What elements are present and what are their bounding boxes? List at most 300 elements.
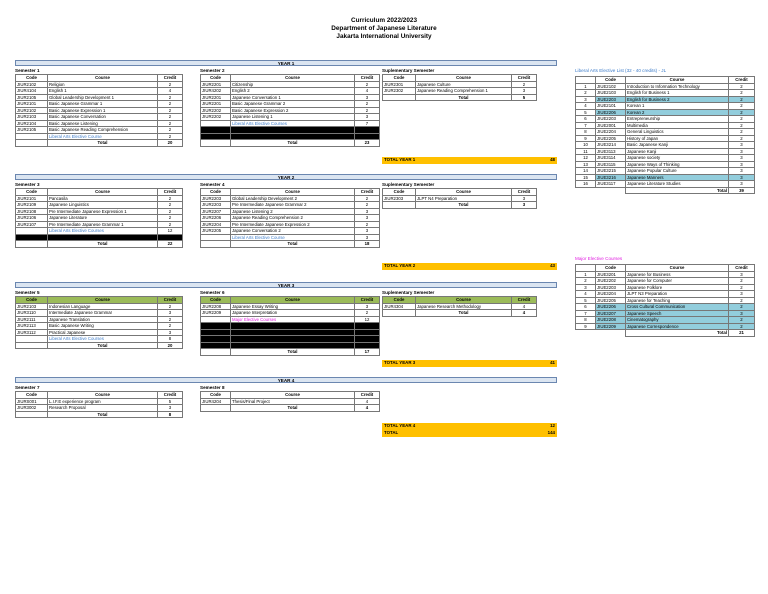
credit-header: Credit [729,77,755,84]
course-header: Course [48,297,158,304]
code-header: Code [16,392,48,399]
course-name: Basic Japanese Expression 1 [48,107,158,114]
course-name: Korean 2 [626,109,729,116]
semester-table [382,74,537,101]
row-number: 13 [576,161,596,168]
course-credit: 3 [158,329,183,336]
course-name: English 1 [48,88,158,95]
elective-label: Liberal Arts Elective Courses [48,336,158,343]
semester-title: Semester 6 [200,290,225,295]
course-credit: 2 [355,107,380,114]
course-name: Basic Japanese Grammar 2 [231,101,355,108]
semester-block [200,289,380,356]
course-credit: 2 [729,122,755,129]
course-credit: 2 [355,310,380,317]
total-year-2-label: TOTAL YEAR 2 [384,263,416,268]
row-number: 7 [576,122,596,129]
total-label: Total [231,405,355,412]
elective-table [575,264,755,337]
course-code: JIUR4202 [201,88,231,95]
elective-list-title: Liberal Arts Elective List (32 - 40 credits) - JL [575,68,667,73]
code-header: Code [201,75,231,82]
empty-cell [576,187,596,194]
course-credit: 2 [355,101,380,108]
row-number: 1 [576,83,596,90]
course-name: General Linguistics [626,129,729,136]
course-code: JIUE2103 [596,90,626,97]
semester-block [200,181,380,248]
course-name: Korean 1 [626,103,729,110]
course-credit: 2 [729,116,755,123]
course-name: Basic Japanese Grammar 1 [48,101,158,108]
course-code: JIUR2209 [201,310,231,317]
course-name: Japanese Reading Comprehension 2 [231,215,355,222]
total-row [383,202,537,209]
total-value: 22 [158,241,183,248]
code-header: Code [383,189,416,196]
year-bar: YEAR 3 [15,282,557,288]
course-code: JIUR2101 [16,101,48,108]
course-name: Japanese Interpretation [231,310,355,317]
course-credit: 3 [729,161,755,168]
total-year-1-value: 48 [550,157,555,162]
course-credit: 2 [729,129,755,136]
semester-table [15,74,183,147]
course-code: JIUR4104 [16,88,48,95]
total-row [16,140,183,147]
course-credit: 3 [158,310,183,317]
course-credit: 2 [355,195,380,202]
total-value: 23 [355,140,380,147]
course-name: Basic Japanese Reading Comprehension [48,127,158,134]
course-code: JIUE2208 [596,317,626,324]
semester-title: Suplementary Semester [382,68,435,73]
course-header: Course [626,265,729,272]
semester-block [15,67,183,147]
course-credit: 2 [158,114,183,121]
course-code: JIUE3114 [596,155,626,162]
credit-header: Credit [512,75,537,82]
total-year-3 [382,360,557,367]
course-name: Japanese Research Methodology [416,303,512,310]
course-name: Pre Intermediate Japanese Grammar 1 [48,221,158,228]
course-credit: 2 [729,90,755,97]
course-name: JLPT N3 Preparation [626,291,729,298]
course-code: JIUR2104 [16,120,48,127]
credit-header: Credit [355,189,380,196]
course-code: JIUE3115 [596,161,626,168]
row-number: 9 [576,135,596,142]
course-name: Japanese society [626,155,729,162]
course-credit: 2 [729,96,755,103]
empty-cell [576,330,596,337]
course-credit: 3 [729,168,755,175]
course-code: JIUR2102 [16,81,48,88]
course-name: Research Proposal [48,405,158,412]
course-credit: 2 [158,202,183,209]
course-credit: 4 [355,398,380,405]
semester-title: Semester 2 [200,68,225,73]
course-name: L.I.F.E experience program [48,398,158,405]
course-name: Japanese Linguistics [48,202,158,209]
year-bar: YEAR 2 [15,174,557,180]
code-header: Code [383,75,416,82]
row-number: 5 [576,109,596,116]
empty-cell [16,140,48,147]
course-name: Japanese for Teaching [626,297,729,304]
code-header: Code [16,75,48,82]
empty-cell [201,241,231,248]
course-code: JIUR2113 [16,323,48,330]
semester-title: Semester 7 [15,385,40,390]
course-credit: 2 [512,81,537,88]
code-header: Code [383,297,416,304]
course-header: Course [416,189,512,196]
course-name: Japanese Folklore [626,284,729,291]
course-name: JLPT N4 Preparation [416,195,512,202]
row-number: 8 [576,129,596,136]
course-credit: 3 [512,195,537,202]
semester-block [15,289,183,349]
total-value: 18 [355,241,380,248]
course-name: Japanese Literature [48,215,158,222]
course-code: JIUR2201 [201,81,231,88]
course-credit: 3 [355,94,380,101]
course-name: Japanese Culture [416,81,512,88]
semester-title: Suplementary Semester [382,182,435,187]
total-value: 21 [729,330,755,337]
course-name: Japanese Reading Comprehension 1 [416,88,512,95]
credit-header: Credit [158,189,183,196]
course-header: Course [231,392,355,399]
course-code: JIUE2205 [596,297,626,304]
course-name: Cross Cultural Communication [626,304,729,311]
semester-table [200,296,380,356]
total-year-4-value: 12 [550,423,555,428]
elective-credit: 2 [158,133,183,140]
code-header: Code [596,265,626,272]
total-label: Total [48,411,158,418]
empty-cell [383,310,416,317]
course-credit: 3 [729,174,755,181]
code-header: Code [596,77,626,84]
total-row [576,330,755,337]
semester-block [200,384,380,412]
total-row [16,342,183,349]
total-row [16,241,183,248]
course-name: English for Business 1 [626,90,729,97]
semester-block [382,67,537,101]
row-number: 7 [576,310,596,317]
course-credit: 3 [355,228,380,235]
course-name: English for Business 2 [626,96,729,103]
course-credit: 2 [729,109,755,116]
total-value: 4 [355,405,380,412]
doc-title: Curriculum 2022/2023 [350,17,418,24]
empty-cell [383,94,416,101]
total-row [383,310,537,317]
course-credit: 2 [355,202,380,209]
course-name: Basic Japanese Expression 2 [231,107,355,114]
course-code: JIUR2201 [201,94,231,101]
course-code: JIUE3204 [596,291,626,298]
course-header: Course [416,297,512,304]
total-label: Total [416,202,512,209]
empty-cell [16,241,48,248]
credit-header: Credit [355,297,380,304]
course-code: JIUR2102 [16,107,48,114]
course-credit: 2 [355,221,380,228]
total-row [16,411,183,418]
course-credit: 2 [158,120,183,127]
course-credit: 2 [729,103,755,110]
course-credit: 2 [729,83,755,90]
course-name: Basic Japanese Listening [48,120,158,127]
course-name: Religion [48,81,158,88]
row-number: 1 [576,271,596,278]
grand-total [382,430,557,437]
code-header: Code [201,392,231,399]
elective-list [575,76,755,194]
course-header: Course [626,77,729,84]
course-code: JIUE2203 [596,96,626,103]
semester-table [200,188,380,248]
course-code: JIUE2202 [596,278,626,285]
course-credit: 3 [729,181,755,188]
total-year-2 [382,263,557,270]
course-code: JIUR2202 [201,114,231,121]
course-credit: 3 [355,208,380,215]
course-name: Japanese for Computer [626,278,729,285]
course-credit: 3 [355,215,380,222]
row-number: 8 [576,317,596,324]
course-credit: 2 [158,323,183,330]
total-label: Total [48,241,158,248]
course-header: Course [231,297,355,304]
course-name: Japanese Conversation 1 [231,94,355,101]
course-code: JIUR2203 [201,202,231,209]
course-code: JIUE3201 [596,271,626,278]
course-code: JIUR3002 [16,405,48,412]
credit-header: Credit [729,265,755,272]
semester-title: Semester 4 [200,182,225,187]
course-code: JIUR2105 [16,127,48,134]
semester-table [382,296,537,317]
course-credit: 2 [729,323,755,330]
course-credit: 3 [355,114,380,121]
course-name: Indonesian Language [48,303,158,310]
course-credit: 2 [729,135,755,142]
course-credit: 5 [158,398,183,405]
grand-total-value: 144 [547,430,555,435]
course-credit: 3 [512,88,537,95]
row-number: 5 [576,297,596,304]
total-value: 5 [512,94,537,101]
course-name: Japanese Speech [626,310,729,317]
row-number: 3 [576,96,596,103]
row-number: 4 [576,103,596,110]
total-value: 17 [355,349,380,356]
code-header: Code [201,189,231,196]
course-credit: 3 [729,142,755,149]
course-credit: 3 [729,271,755,278]
course-credit: 3 [729,148,755,155]
course-code: JIUE2204 [596,129,626,136]
course-code: JIUE3207 [596,310,626,317]
empty-cell [201,349,231,356]
course-code: JIUR2202 [201,107,231,114]
row-number: 9 [576,323,596,330]
elective-credit: 12 [355,316,380,323]
grand-total-label: TOTAL [384,430,399,435]
semester-table [15,391,183,418]
total-value: 20 [158,342,183,349]
course-header: Course [231,189,355,196]
elective-credit: 12 [158,228,183,235]
row-number: 12 [576,155,596,162]
course-credit: 3 [158,405,183,412]
course-name: Japanese Manners [626,174,729,181]
elective-table [575,76,755,194]
code-header: Code [16,297,48,304]
credit-header: Credit [158,75,183,82]
course-code: JIUR4304 [383,303,416,310]
empty-cell [596,330,626,337]
course-code: JIUR2108 [16,208,48,215]
total-row [201,405,380,412]
total-year-4-label: TOTAL YEAR 4 [384,423,416,428]
total-year-3-value: 41 [550,360,555,365]
empty-cell [201,405,231,412]
course-name: Pre Intermediate Japanese Expression 2 [231,221,355,228]
empty-cell [16,411,48,418]
credit-header: Credit [512,189,537,196]
course-credit: 3 [729,310,755,317]
course-code: JIUR2111 [16,316,48,323]
course-credit: 2 [158,316,183,323]
credit-header: Credit [355,75,380,82]
course-name: Japanese Essay Writing [231,303,355,310]
course-code: JIUR4204 [201,398,231,405]
row-number: 4 [576,291,596,298]
elective-label: Liberal Arts Elective Course [231,234,355,241]
university-title: Jakarta International University [336,33,432,40]
course-code: JIUR2208 [201,303,231,310]
course-code: JIUR2204 [201,221,231,228]
total-label: Total [48,342,158,349]
course-credit: 2 [158,303,183,310]
credit-header: Credit [512,297,537,304]
course-code: JIUR3110 [16,310,48,317]
course-name: Citizenship [231,81,355,88]
row-number: 15 [576,174,596,181]
semester-table [200,391,380,412]
course-name: Japanese Translation [48,316,158,323]
total-label: Total [416,94,512,101]
total-year-2-value: 43 [550,263,555,268]
elective-list-title: Major Elective Courses [575,256,623,261]
semester-table [382,188,537,209]
course-code: JIUR2105 [16,94,48,101]
course-credit: 3 [355,303,380,310]
row-number: 16 [576,181,596,188]
course-code: JIUR2206 [201,215,231,222]
course-code: JIUE2206 [596,304,626,311]
empty-cell [201,140,231,147]
course-credit: 2 [729,278,755,285]
course-header: Course [48,75,158,82]
course-code: JIUE3214 [596,142,626,149]
course-code: JIUR2103 [16,303,48,310]
course-code: JIUR2103 [16,114,48,121]
course-name: Pancasila [48,195,158,202]
course-name: Practical Japanese [48,329,158,336]
course-code: JIUE2206 [596,109,626,116]
year-bar: YEAR 1 [15,60,557,66]
total-year-1-label: TOTAL YEAR 1 [384,157,416,162]
semester-title: Suplementary Semester [382,290,435,295]
course-name: Japanese Listening 2 [231,208,355,215]
semester-table [200,74,380,147]
course-code: JIUE2209 [596,323,626,330]
credit-header: Credit [158,297,183,304]
semester-table [15,188,183,248]
course-name: Japanese Popular Culture [626,168,729,175]
row-number: 2 [576,278,596,285]
course-credit: 2 [729,304,755,311]
course-name: Japanese Ways of Thinking [626,161,729,168]
course-name: Multimedia [626,122,729,129]
total-label: Total [626,187,729,194]
total-row [201,140,380,147]
semester-block [15,384,183,418]
course-name: Basic Japanese Conversation [48,114,158,121]
elective-credit: 3 [355,234,380,241]
total-row [201,241,380,248]
course-code: JIUE2205 [596,135,626,142]
total-row [576,187,755,194]
semester-block [15,181,183,248]
course-name: Global Leadership Development 2 [231,195,355,202]
elective-credit: 7 [355,120,380,127]
total-value: 8 [158,411,183,418]
empty-cell [596,187,626,194]
course-code: JIUE3216 [596,174,626,181]
elective-label: Liberal Arts Elective Courses [48,228,158,235]
course-name: Pre Intermediate Japanese Expression 1 [48,208,158,215]
course-code: JIUR2107 [16,221,48,228]
elective-list [575,264,755,337]
course-credit: 2 [158,101,183,108]
course-name: English 2 [231,88,355,95]
elective-label: Liberal Arts Elective Course [48,133,158,140]
total-year-1 [382,157,557,164]
course-code: JIUR3112 [16,329,48,336]
course-name: Entrepreneurship [626,116,729,123]
course-credit: 4 [158,88,183,95]
course-name: Basic Japanese Kanji [626,142,729,149]
semester-title: Semester 1 [15,68,40,73]
total-value: 3 [512,202,537,209]
course-name: Pre Intermediate Japanese Grammar 2 [231,202,355,209]
course-code: JIURS001 [16,398,48,405]
row-number: 3 [576,284,596,291]
course-credit: 2 [158,127,183,134]
course-credit: 2 [729,297,755,304]
code-header: Code [16,189,48,196]
empty-cell [16,342,48,349]
total-value: 4 [512,310,537,317]
